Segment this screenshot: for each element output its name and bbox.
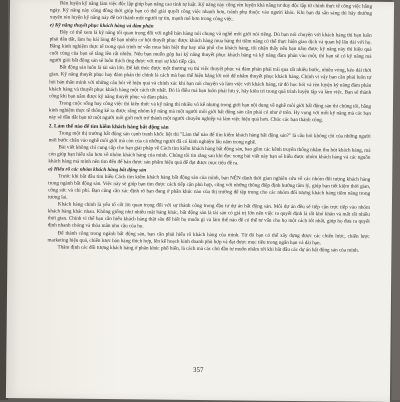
subsection-heading: a) Hiểu rõ các nhóm khách hàng bất động sản [48, 166, 147, 174]
body-paragraph: Trước khi bắt đầu tìm hiểu Cách tìm kiếm khách hàng bất động sản của mình, bạn NÊN dành thời gian nghiên cứu về các nhóm đối tượng khách hàng trong ngành bất động sản. Việc này sẽ giúp bạn tìm được cách tiếp cận phù hợp, cũng với những thông điệp định hướng tâm lý, giúp bạn tiết kiệm thời gian, công sức và chi phí. Bạn cũng cần xác định rõ bạn đang ở phân khúc nào của thị trường để tập trung cho các nhóm đối tượng khách hàng tiềm năng trong tương lai. [47, 173, 371, 201]
body-paragraph: Khách hàng chính là yếu tố cốt lõi quan trọng đối với sự thành công trong đầu tư dự án bất động sản. Mỗi dự án đều sẽ tiếp cận trực tiếp vào nhóm khách hàng khác nhau. Không giống như nhiều mặt hàng khác, bất động sản là tài sản có giá trị lớn nên việc ra quyết định là rất khó khăn và mất rất nhiều thời gian. Chính vì thế bạn cần hiểu khách hàng thật sâu để biết họ muốn gì và làm thế nào để có thể tư vấn cho họ một cách tốt nhất, giúp họ đưa ra quyết định nhanh chóng và thỏa mãn nhu cầu của họ. [47, 201, 370, 230]
body-paragraph: Thâm định các đối tượng khách hàng ở phân khúc phổ biến, là cách mà các chủ đầu tư muốn nhắm tới khi bắt đầu các dự án bất động sản của mình. [57, 244, 360, 254]
section-heading: 2. Làm thế nào để tìm kiếm khách hàng bất động sản [48, 123, 169, 131]
body-paragraph: Trong cuộc sống hay công việc thì kiên thức và kỹ năng thì nhiều vô kể nhưng trong giới hạn nội dung về nghề môi giới bất động sản thì chúng tôi, bằng kinh nghiệm thực tế thông kê ra được rằng nhóm kỹ năng mà một người môi giới bất động sản cần phải có như ở trên. Hy vọng với mỗi kỹ năng mà các bạn này sẽ dần dắt bạn từ một người môi giới mới trở thành một người chuyên nghiệp và làm việc hiệu quả hơn. Chúc các bạn thành công. [48, 100, 372, 124]
book-page [6, 0, 394, 402]
body-paragraph: Rèn luyện kỹ năng làm việc độc lập giúp bạn nâng cao tính tự luật. Kỹ năng này cũng rèn luyện khả năng tư duy độc lập từ chính thực tế công việc hằng ngày. Kỹ năng này cũng đồng thời giúp bạn có thể giải quyết công việc nhanh hơn, tránh phụ thuộc vào người khác. Khi bạn đã sẵn sàng thì hãy thường xuyên rèn luyện kỹ năng này để trở thành một người tự tin, mạnh mẽ hơn trong công việc. [49, 0, 373, 23]
body-paragraph: Bài viết không chỉ cung cấp cho bạn giải pháp về Cách tìm kiếm khách hàng bất động sản, bao gồm các kênh truyền thống nhằm thu hút khách hàng, mà còn giúp bạn hiểu sâu hơn về nhóm khách hàng của mình. Chúng tôi tin rằng sau khi đọc xong bài viết này bạn sẽ hiểu được nhóm khách hàng và các nguồn khách hàng mà mình nên tìm đến để bán được sản phẩm hiệu quả để đạt được mục tiêu đề ra. [48, 144, 371, 167]
body-paragraph: Để thành công trong ngành bất động sản, bạn cần phải hiểu rõ khách hàng của mình. Từ đó bạn có thể xây dựng được các chiến lược, chiến lược marketing hiệu quả, chiến lược bán hàng thích hợp, lên kế hoạch kinh doanh phù hợp và đạt được mục tiêu trong ngắn hạn và dài hạn. [47, 230, 370, 246]
page-body [47, 0, 372, 254]
body-paragraph: Trong một thị trường bất động sản cạnh tranh khốc liệt thì "Làm thế nào để tìm kiếm khách hàng bất động sản?" là câu hỏi không chỉ của những người mới bước chân vào nghề môi giới mà còn của cả những người đã có kinh nghiệm lâu năm trong nghề. [48, 130, 371, 146]
page-number: 357 [192, 365, 204, 375]
body-paragraph: Bất động sản luôn là tài sản lớn. Để kết thúc được một thương vụ thì việc thuyết phục và đàm phán phải trải qua rất nhiều bước, nhiều vòng, kéo dài thời gian. Kỹ năng thuyết phục hay đàm phán thì chính là cách mà bạn thể hiện bằng lời nói để nhằm thuyết phục khách hàng. Chính vì vậy bạn cần phải luôn tự hỏi bản thân mình với những câu hỏi về hiệu quả và chính xác khi bạn nói chuyện và làm việc với khách hàng, từ đó học hỏi và rèn luyện kỹ năng đàm phán khách hàng và thuyết phục khách hàng một cách tốt nhất. Đó là điều mà bạn luôn phải lưu ý, hãy kiên trì trong quá trình luyện tập và làm việc. Bạn sẽ thành công khi bạn nắm được kỹ năng thuyết phục và đàm phán. [49, 64, 372, 101]
body-paragraph: Đây có thể xem là kỹ năng tối quan trọng đối với nghề bán hàng nói chung và nghề môi giới nói riêng. Dù bạn nói chuyện với khách hàng thì bạn luôn phải dẫn dắt, làm họ hài lòng để bạn nhiều cơ hội thuyết phục được khách hàng mua hàng thì tiềm năng có thể thực hiện giao dịch và quan hệ lâu dài với họ. Bằng kinh nghiệm thực tế trong quá trình tư vấn mua bán biệt thự hay nhà phố cho khách hàng, tôi nhận thấy nếu bạn nắm được kỹ năng này thì hiệu quả cuối cùng của bạn sẽ tăng lên rất nhiều. Nếu bạn muốn góp hai kỹ năng thuyết phục khách hàng và kỹ năng đàm phán vào một, thì bạn sẽ có kỹ năng mà người giỏi bất động sản sẽ luôn thích ứng được với mọi sự khó tiếp cận. [49, 29, 372, 66]
subsection-heading: e) Kỹ năng thuyết phục khách hàng và đàm phán [49, 22, 154, 30]
